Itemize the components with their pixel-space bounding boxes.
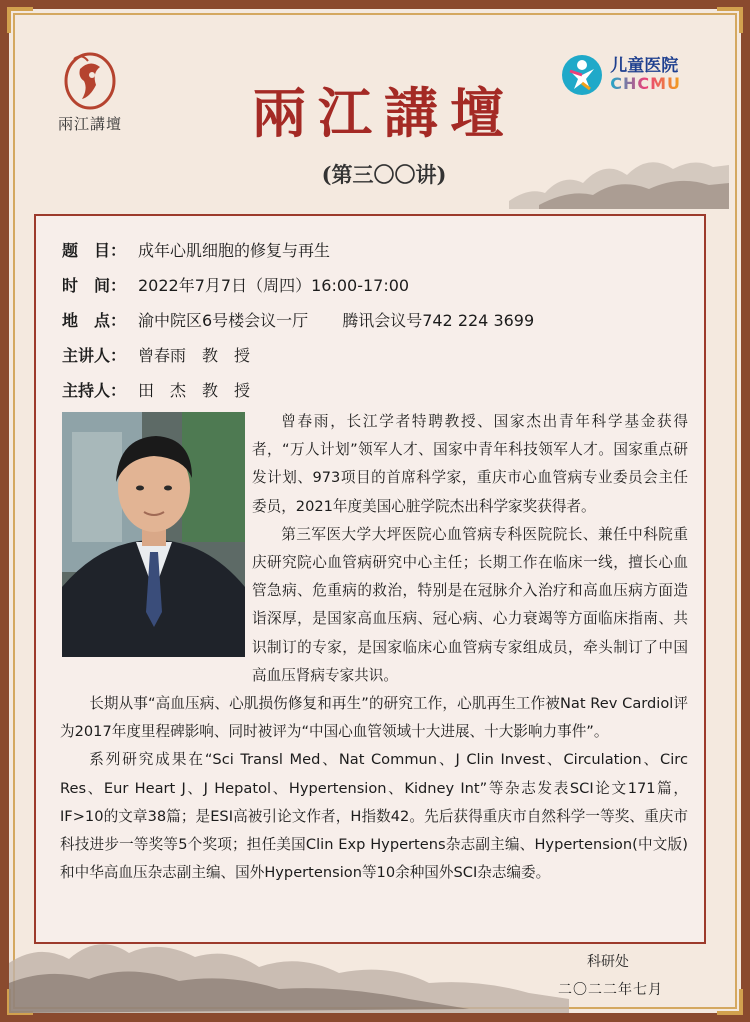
speaker-value: 曾春雨 教 授 xyxy=(138,346,251,365)
location-row xyxy=(62,308,534,331)
hospital-name-cn: 儿童医院 xyxy=(610,55,679,76)
meeting-id: 腾讯会议号742 224 3699 xyxy=(342,311,535,330)
location-value: 渝中院区6号楼会议一厅 xyxy=(138,311,309,330)
host-value: 田 杰 教 授 xyxy=(138,381,251,400)
speaker-row xyxy=(62,343,250,366)
topic-row xyxy=(62,238,330,261)
forum-title: 兩江講壇 xyxy=(252,81,516,145)
speaker-label: 主讲人： xyxy=(62,346,127,365)
host-row xyxy=(62,378,250,401)
topic-value: 成年心肌细胞的修复与再生 xyxy=(138,241,331,260)
organizer: 科研处 xyxy=(587,954,629,970)
host-label: 主持人： xyxy=(62,381,127,400)
time-row xyxy=(62,273,409,296)
corner-ornament xyxy=(7,7,33,33)
time-label: 时 间： xyxy=(62,276,127,295)
corner-ornament xyxy=(717,989,743,1015)
mountain-illustration xyxy=(509,139,729,209)
bio-paragraph: 长期从事“高血压病、心肌损伤修复和再生”的研究工作，心肌再生工作被Nat Rev Cardiol评为2017年度里程碑影响、同时被评为“中国心血管领域十大进展、十大影响力事件”。 xyxy=(60,695,688,741)
corner-ornament xyxy=(717,7,743,33)
bio-paragraph: 系列研究成果在“Sci Transl Med、Nat Commun、J Clin Invest、Circulation、Circ Res、Eur Heart J、J Hepatol、Hypertension、Kidney Int”等杂志发表SCI论文171篇，IF>10的文章38篇；是ESI高被引论文作者，H指数42。先后获得重庆市自然科学一等奖、重庆市科技进步一等奖等5个奖项；担任美国Clin Exp Hypertens杂志副主编、Hypertension(中文版)和中华高血压杂志副主编、国外Hypertension等10余种国外SCI杂志编委。 xyxy=(60,751,688,882)
lecture-number: (第三〇〇讲) xyxy=(321,162,447,187)
bio-paragraph: 第三军医大学大坪医院心血管病专科医院院长、兼任中科院重庆研究院心血管病研究中心主任；长期工作在临床一线，擅长心血管急病、危重病的救治，特别是在冠脉介入治疗和高血压病方面造诣深厚，是国家高血压病、冠心病、心力衰竭等方面临床指南、共识制订的专家，是国家临床心血管病专家组成员，牵头制订了中国高血压肾病专家共识。 xyxy=(252,525,688,684)
lecture-details-panel xyxy=(34,214,706,944)
hospital-name-en: CHCMU xyxy=(610,73,681,93)
bio-paragraph: 曾春雨，长江学者特聘教授、国家杰出青年科学基金获得者，“万人计划”领军人才、国家中青年科技领军人才。国家重点研发计划、973项目的首席科学家，重庆市心血管病专业委员会主任委员，2021年度美国心脏学院杰出科学家奖获得者。 xyxy=(252,413,688,515)
topic-label: 题 目： xyxy=(62,241,127,260)
location-label: 地 点： xyxy=(62,311,127,330)
issue-date: 二〇二二年七月 xyxy=(558,982,663,998)
logo-caption: 兩江講壇 xyxy=(57,115,122,133)
time-value: 2022年7月7日（周四）16:00-17:00 xyxy=(138,276,410,295)
speaker-biography xyxy=(60,408,688,887)
